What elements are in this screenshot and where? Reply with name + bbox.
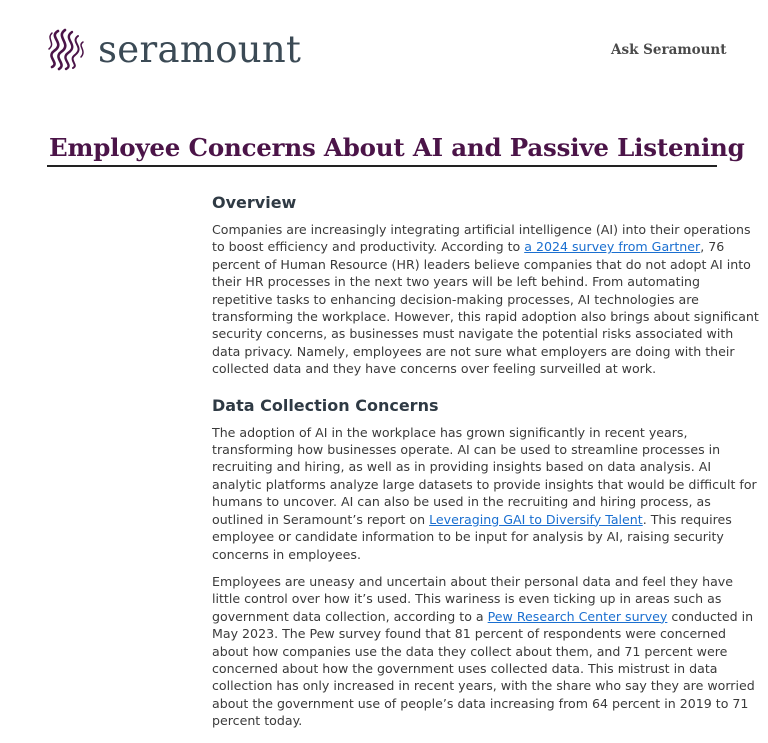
- text-segment: data privacy. Namely, employees are not sure what employers are doing with their: [212, 343, 735, 359]
- text-line: [212, 325, 732, 342]
- text-line: [212, 511, 732, 528]
- article-content: [212, 193, 759, 730]
- text-segment: collected data and they have concerns over feeling surveilled at work.: [212, 361, 657, 377]
- text-line: [212, 360, 732, 377]
- text-segment: Companies are increasingly integrating artificial intelligence (AI) into their operations: [212, 222, 751, 237]
- text-segment: about the government use of people’s data increasing from 64 percent in 2019 to 71: [212, 695, 749, 711]
- text-segment: repetitive tasks to enhancing decision-making processes, AI technologies are: [212, 291, 699, 307]
- text-line: [212, 238, 732, 255]
- text-segment: percent today.: [212, 713, 303, 729]
- paragraph: [212, 573, 755, 730]
- text-line: [212, 660, 732, 677]
- text-line: [212, 493, 732, 510]
- seramount-logo-mark-icon: [44, 27, 88, 71]
- text-line: [212, 546, 732, 563]
- text-line: [212, 625, 732, 642]
- text-segment: about how companies use the data they collect about them, and 71 percent were: [212, 643, 728, 659]
- text-line: [212, 424, 732, 441]
- text-segment: little control over how it’s used. This wariness is even ticking up in areas such as: [212, 591, 722, 607]
- text-segment: Employees are uneasy and uncertain about their personal data and feel they have: [212, 573, 733, 589]
- text-segment: The adoption of AI in the workplace has grown significantly in recent years,: [212, 424, 688, 440]
- seramount-logo[interactable]: [44, 27, 301, 71]
- page-title: Employee Concerns About AI and Passive Listening: [49, 133, 745, 162]
- text-segment: conducted in: [667, 608, 754, 624]
- text-line: [212, 608, 754, 625]
- article-section: [212, 395, 757, 730]
- text-segment: May 2023. The Pew survey found that 81 percent of respondents were concerned: [212, 626, 726, 642]
- text-line: [212, 441, 732, 458]
- text-segment: transforming the workplace. However, this rapid adoption also brings about significant: [212, 309, 759, 325]
- text-segment: collection has only increased in recent years, with the share who say they are worried: [212, 678, 755, 694]
- text-line: [212, 643, 732, 660]
- text-segment: percent of Human Resource (HR) leaders believe companies that do not adopt AI into: [212, 256, 751, 272]
- section-heading: Data Collection Concerns: [212, 395, 439, 415]
- text-segment: concerned about how the government uses collected data. This mistrust in data: [212, 660, 718, 676]
- text-line: [212, 273, 732, 290]
- text-segment: their HR processes in the next two years will be left behind. From automating: [212, 274, 701, 290]
- text-segment: analytic platforms analyze large datasets to provide insights that would be difficult for: [212, 476, 757, 492]
- text-segment: transforming how businesses operate. AI can be used to streamline processes in: [212, 442, 721, 458]
- text-segment: . This requires: [642, 511, 732, 527]
- title-divider: [47, 165, 717, 167]
- text-line: [212, 458, 732, 475]
- text-line: [212, 221, 751, 238]
- text-segment: recruiting and hiring, as well as in providing insights based on data analysis. AI: [212, 459, 712, 475]
- text-segment: concerns in employees.: [212, 546, 361, 562]
- text-segment: to boost efficiency and productivity. According to: [212, 239, 525, 255]
- text-line: [212, 476, 757, 493]
- text-segment: government data collection, according to a: [212, 608, 488, 624]
- article-section: [212, 193, 759, 378]
- text-segment: outlined in Seramount’s report on: [212, 511, 430, 527]
- logo-text: seramount: [98, 27, 302, 71]
- text-line: [212, 677, 755, 694]
- text-segment: security concerns, as businesses must navigate the potential risks associated with: [212, 326, 734, 342]
- text-line: [212, 528, 732, 545]
- text-segment: humans to uncover. AI can also be used in the recruiting and hiring process, as: [212, 494, 711, 510]
- text-segment: employee or candidate information to be input for analysis by AI, raising security: [212, 529, 724, 545]
- text-line: [212, 573, 732, 590]
- paragraph: [212, 221, 759, 378]
- text-line: [212, 256, 751, 273]
- text-segment: , 76: [700, 239, 725, 255]
- text-line: [212, 291, 732, 308]
- inline-link[interactable]: Pew Research Center survey: [487, 608, 668, 624]
- text-line: [212, 695, 749, 712]
- inline-link[interactable]: Leveraging GAI to Diversify Talent: [429, 511, 643, 527]
- text-line: [212, 712, 732, 729]
- inline-link[interactable]: a 2024 survey from Gartner: [524, 239, 701, 255]
- text-line: [212, 590, 732, 607]
- text-line: [212, 308, 759, 325]
- text-line: [212, 343, 735, 360]
- section-heading: Overview: [212, 193, 297, 212]
- ask-seramount-link[interactable]: Ask Seramount: [611, 42, 727, 58]
- paragraph: [212, 424, 757, 563]
